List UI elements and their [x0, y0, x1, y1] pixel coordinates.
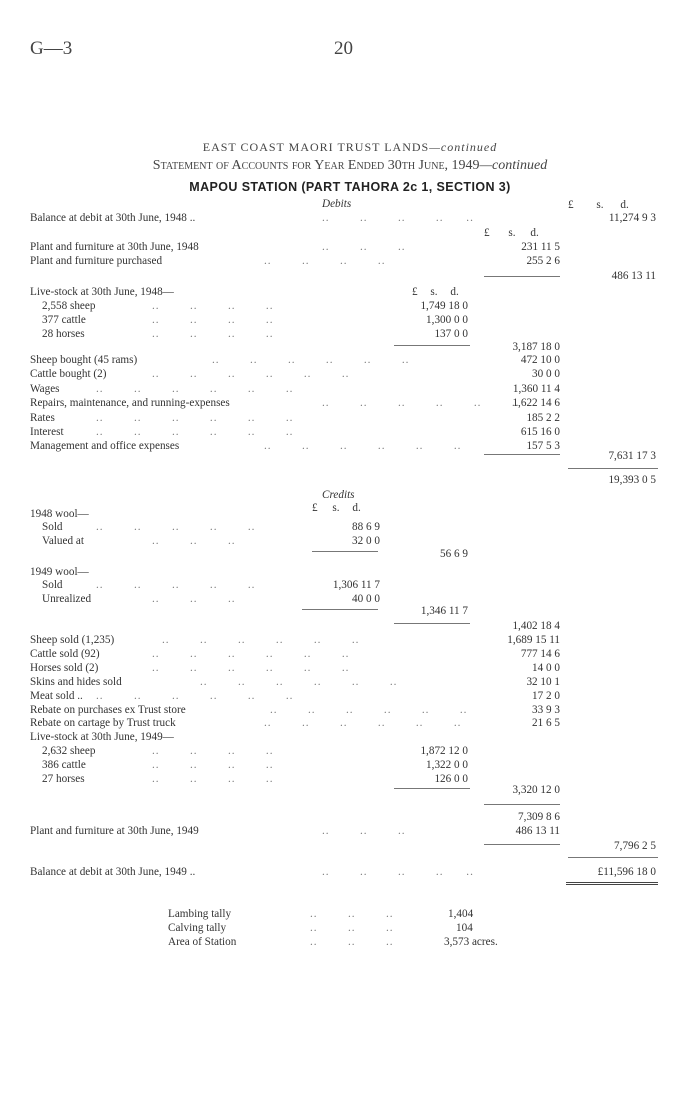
plant-open-amount: 231 11 5 [521, 241, 560, 253]
double-rule [566, 882, 658, 885]
dot-leader: .. .. .. [310, 908, 394, 920]
dot-leader: .. .. .. .. .. .. [162, 634, 360, 646]
stat-label: Area of Station [168, 936, 237, 948]
page-code: G—3 [30, 38, 73, 59]
wool-1948-total: 56 6 9 [440, 548, 468, 560]
balance-close-label: Balance at debit at 30th June, 1949 .. [30, 866, 196, 878]
expenses-total: 7,631 17 3 [608, 450, 656, 462]
rule [484, 454, 560, 455]
livestock-1948-cattle-label: 377 cattle [42, 314, 86, 326]
pound-symbol: £ [412, 286, 418, 298]
dot-leader: .. .. .. .. [264, 255, 386, 267]
plant-close-label: Plant and furniture at 30th June, 1949 [30, 825, 199, 837]
title-suffix: —continued [429, 140, 498, 154]
livestock-1949-sheep-label: 2,632 sheep [42, 745, 96, 757]
credit-item-amount: 14 0 0 [532, 661, 560, 674]
money-head-col4 [568, 199, 656, 213]
stat-label: Lambing tally [168, 908, 232, 920]
rule [568, 857, 658, 858]
credit-item-amount: 33 9 3 [532, 703, 560, 716]
wool-1948-valued-amount: 32 0 0 [352, 535, 380, 547]
debit-item-label: Rates [30, 411, 55, 424]
shillings-symbol: s. [596, 199, 604, 211]
debit-item-label: Interest [30, 426, 64, 438]
title-main: EAST COAST MAORI TRUST LANDS [202, 140, 430, 154]
credit-item-label: Rebate on purchases ex Trust store [30, 703, 186, 716]
wool-1949-sold-label: Sold [42, 579, 63, 591]
credits-subtotal: 7,309 8 6 [518, 811, 560, 823]
debit-item-label: Sheep bought (45 rams) [30, 354, 138, 366]
livestock-1949-sheep-amount: 1,872 12 0 [420, 745, 468, 757]
rule [394, 345, 470, 346]
credit-item-label: Meat sold .. [30, 689, 83, 702]
plant-open-label: Plant and furniture at 30th June, 1948 [30, 241, 199, 253]
dot-leader: .. .. .. .. .. .. [152, 368, 350, 381]
dot-leader: .. .. .. .. .. [96, 521, 256, 533]
wool-1949-label: 1949 wool— [30, 566, 89, 578]
pound-symbol: £ [568, 199, 574, 211]
pound-symbol: £ [484, 227, 490, 239]
debit-item-amount: 1,360 11 4 [512, 382, 560, 395]
dot-leader: .. .. .. [152, 535, 236, 547]
plant-purchased-amount: 255 2 6 [526, 255, 560, 267]
wool-1949-total: 1,346 11 7 [420, 605, 468, 617]
balance-close-amount: £11,596 18 0 [597, 866, 656, 878]
stat-value: 1,404 [448, 908, 474, 920]
livestock-1949-cattle-amount: 1,322 0 0 [426, 759, 468, 771]
page-number: 20 [334, 38, 353, 59]
balance-open-label: Balance at debit at 30th June, 1948 .. [30, 212, 196, 224]
credit-item-label: Rebate on cartage by Trust truck [30, 717, 176, 730]
rule [484, 276, 560, 277]
rule [484, 844, 560, 845]
livestock-1949-horses-label: 27 horses [42, 773, 85, 785]
shillings-symbol: s. [430, 286, 438, 298]
livestock-1948-cattle-amount: 1,300 0 0 [426, 314, 468, 326]
wool-1949-sold-amount: 1,306 11 7 [332, 579, 380, 591]
money-head-col2 [398, 286, 470, 300]
livestock-1949-horses-amount: 126 0 0 [434, 773, 468, 785]
money-head-col1 [312, 502, 388, 516]
wool-1948-sold-amount: 88 6 9 [352, 521, 380, 533]
debit-item-label: Wages [30, 382, 60, 395]
livestock-1949-total: 3,320 12 0 [512, 784, 560, 796]
livestock-1949-label: Live-stock at 30th June, 1949— [30, 731, 174, 743]
credit-item-label: Cattle sold (92) [30, 647, 100, 660]
livestock-1948-total: 3,187 18 0 [512, 341, 560, 353]
livestock-1948-label: Live-stock at 30th June, 1948— [30, 286, 174, 298]
pence-symbol: d. [530, 227, 539, 239]
rule [394, 788, 470, 789]
credit-item-amount: 777 14 6 [520, 647, 560, 660]
dot-leader: .. .. .. .. .. .. [264, 717, 462, 730]
dot-leader: .. .. .. [310, 922, 394, 934]
station-title: MAPOU STATION (PART TAHORA 2c 1, SECTION 3) [189, 180, 511, 194]
dot-leader: .. .. .. .. .. [322, 212, 474, 224]
statement-suffix: —continued [479, 158, 548, 173]
shillings-symbol: s. [332, 502, 340, 514]
debit-item-amount: 157 5 3 [526, 440, 560, 453]
pence-symbol: d. [450, 286, 459, 298]
wool-1949-unrealized-label: Unrealized [42, 593, 92, 605]
dot-leader: .. .. .. .. [152, 328, 274, 340]
livestock-1948-sheep-amount: 1,749 18 0 [420, 300, 468, 312]
dot-leader: .. .. .. .. .. .. [96, 689, 294, 702]
statement-title: Statement of Accounts for Year Ended 30th June, 1949 [152, 158, 480, 173]
credit-item-amount: 21 6 5 [532, 717, 560, 730]
title-line-2 [0, 158, 700, 174]
pence-symbol: d. [352, 502, 361, 514]
credits-total: 7,796 2 5 [614, 840, 656, 852]
debit-item-amount: 615 16 0 [520, 426, 560, 438]
wool-1948-sold-label: Sold [42, 521, 63, 533]
dot-leader: .. .. .. .. .. .. [152, 647, 350, 660]
dot-leader: .. .. .. .. .. .. [152, 661, 350, 674]
wool-1949-unrealized-amount: 40 0 0 [352, 593, 380, 605]
credits-heading: Credits [322, 489, 355, 501]
dot-leader: .. .. .. .. [152, 745, 274, 757]
dot-leader: .. .. .. .. .. .. [96, 411, 294, 424]
debit-item-label: Management and office expenses [30, 440, 180, 453]
debit-item-amount: 30 0 0 [532, 368, 560, 381]
dot-leader: .. .. .. [322, 825, 406, 837]
debit-item-amount: 185 2 2 [526, 411, 560, 424]
livestock-1948-horses-amount: 137 0 0 [434, 328, 468, 340]
wool-1948-valued-label: Valued at [42, 535, 84, 547]
dot-leader: .. .. .. .. .. [322, 866, 474, 878]
dot-leader: .. .. .. [152, 593, 236, 605]
plant-total: 486 13 11 [611, 270, 656, 282]
dot-leader: .. .. .. [310, 936, 394, 948]
livestock-1948-horses-label: 28 horses [42, 328, 85, 340]
credit-item-amount: 17 2 0 [532, 689, 560, 702]
rule [302, 609, 378, 610]
stat-label: Calving tally [168, 922, 227, 934]
debit-item-label: Repairs, maintenance, and running-expenses [30, 397, 230, 410]
dot-leader: .. .. .. .. [152, 773, 274, 785]
credit-item-label: Skins and hides sold [30, 675, 122, 688]
dot-leader: .. .. .. .. .. .. [322, 397, 520, 410]
credit-item-amount: 32 10 1 [526, 675, 560, 688]
dot-leader: .. .. .. [322, 241, 406, 253]
rule [484, 804, 560, 805]
dot-leader: .. .. .. .. .. .. [212, 354, 410, 366]
dot-leader: .. .. .. .. [152, 300, 274, 312]
pence-symbol: d. [620, 199, 629, 211]
credit-item-label: Horses sold (2) [30, 661, 99, 674]
plant-purchased-label: Plant and furniture purchased [30, 255, 163, 267]
title-line-1 [0, 140, 700, 155]
rule [568, 468, 658, 469]
dot-leader: .. .. .. .. .. [96, 579, 256, 591]
money-head-col3 [484, 227, 560, 241]
livestock-1948-sheep-label: 2,558 sheep [42, 300, 96, 312]
debit-item-label: Cattle bought (2) [30, 368, 107, 381]
debit-item-amount: 472 10 0 [520, 354, 560, 366]
debits-heading: Debits [322, 198, 352, 210]
wool-total: 1,402 18 4 [512, 620, 560, 632]
dot-leader: .. .. .. .. [152, 759, 274, 771]
dot-leader: .. .. .. .. .. .. [264, 440, 462, 453]
dot-leader: .. .. .. .. .. .. [96, 382, 294, 395]
pound-symbol: £ [312, 502, 318, 514]
plant-close-amount: 486 13 11 [515, 825, 560, 837]
wool-1948-label: 1948 wool— [30, 508, 89, 520]
dot-leader: .. .. .. .. [152, 314, 274, 326]
rule [394, 623, 470, 624]
stat-value: 3,573 acres. [444, 936, 498, 948]
stat-value: 104 [456, 922, 473, 934]
debits-grand-total: 19,393 0 5 [608, 474, 656, 486]
dot-leader: .. .. .. .. .. .. [200, 675, 398, 688]
balance-open-amount: 11,274 9 3 [608, 212, 656, 224]
dot-leader: .. .. .. .. .. .. [270, 703, 468, 716]
livestock-1949-cattle-label: 386 cattle [42, 759, 86, 771]
dot-leader: .. .. .. .. .. .. [96, 426, 294, 438]
credit-item-label: Sheep sold (1,235) [30, 634, 115, 646]
shillings-symbol: s. [508, 227, 516, 239]
rule [312, 551, 378, 552]
debit-item-amount: 1,622 14 6 [512, 397, 560, 410]
credit-item-amount: 1,689 15 11 [507, 634, 560, 646]
